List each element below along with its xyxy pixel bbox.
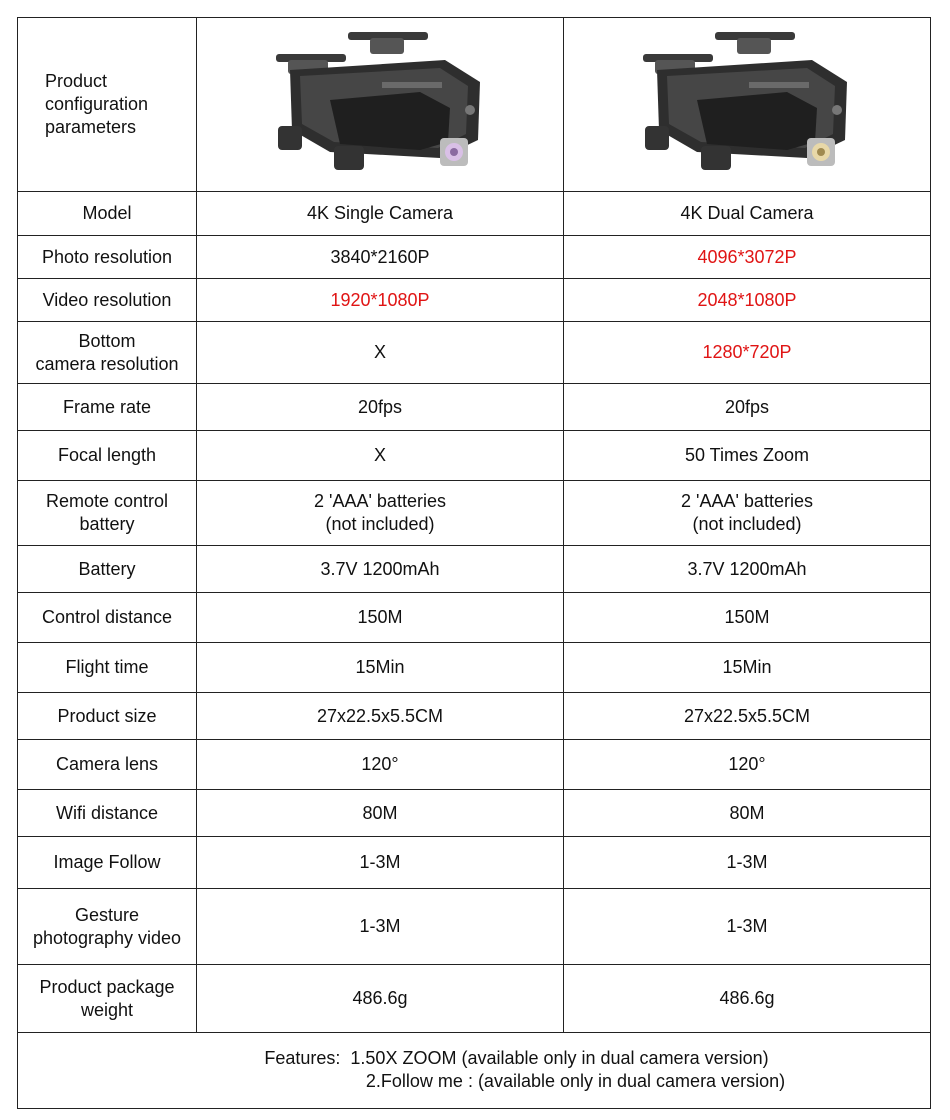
row-label-line: photography video (32, 927, 182, 948)
single-value: 27x22.5x5.5CM (197, 693, 564, 740)
single-value: 1-3M (197, 837, 564, 889)
row-label: Frame rate (18, 384, 197, 431)
header-label-cell (18, 18, 197, 192)
row-wifi-distance (18, 790, 931, 837)
row-label: Product size (18, 693, 197, 740)
dual-value: 80M (564, 790, 931, 837)
row-label (18, 889, 197, 965)
row-label: Battery (18, 546, 197, 593)
row-label: Wifi distance (18, 790, 197, 837)
dual-value: 27x22.5x5.5CM (564, 693, 931, 740)
dual-value: 50 Times Zoom (564, 431, 931, 481)
single-value: 20fps (197, 384, 564, 431)
single-value: 1-3M (197, 889, 564, 965)
dual-value: 20fps (564, 384, 931, 431)
dual-camera-image-cell (564, 18, 931, 192)
single-value: 150M (197, 593, 564, 643)
row-focal-length (18, 431, 931, 481)
dual-value: 3.7V 1200mAh (564, 546, 931, 593)
row-frame-rate (18, 384, 931, 431)
row-label: Camera lens (18, 740, 197, 790)
header-label-line: Product (45, 71, 108, 91)
row-product-size (18, 693, 931, 740)
dual-value: 2048*1080P (564, 279, 931, 322)
row-remote-control-battery (18, 481, 931, 546)
single-value (197, 481, 564, 546)
header-label-line: configuration (45, 94, 149, 114)
dual-value: 120° (564, 740, 931, 790)
dual-value: 1-3M (564, 837, 931, 889)
row-gesture-photography-video (18, 889, 931, 965)
row-battery (18, 546, 931, 593)
row-label: Control distance (18, 593, 197, 643)
features-row (18, 1033, 931, 1109)
single-value: 4K Single Camera (197, 192, 564, 236)
dual-value: 1280*720P (564, 322, 931, 384)
row-camera-lens (18, 740, 931, 790)
row-label-line: Gesture (74, 904, 140, 925)
row-label-line: Remote control (45, 491, 169, 511)
single-value-line: (not included) (325, 514, 435, 534)
single-value: X (197, 322, 564, 384)
single-value: 120° (197, 740, 564, 790)
row-photo-resolution (18, 236, 931, 279)
single-value: 1920*1080P (197, 279, 564, 322)
dual-value: 4096*3072P (564, 236, 931, 279)
row-label: Flight time (18, 643, 197, 693)
single-value-line: 2 'AAA' batteries (314, 491, 446, 511)
row-label: Photo resolution (18, 236, 197, 279)
dual-value: 15Min (564, 643, 931, 693)
dual-value-line: 2 'AAA' batteries (681, 491, 813, 511)
row-model (18, 192, 931, 236)
row-video-resolution (18, 279, 931, 322)
row-label (18, 481, 197, 546)
row-label (18, 965, 197, 1033)
row-label-line: camera resolution (35, 353, 179, 374)
row-label-line: weight (80, 999, 134, 1020)
row-label-line: Product package (39, 976, 175, 997)
row-label: Video resolution (18, 279, 197, 322)
spec-table (17, 17, 931, 1109)
row-label: Model (18, 192, 197, 236)
single-value: X (197, 431, 564, 481)
single-value: 80M (197, 790, 564, 837)
row-product-package-weight (18, 965, 931, 1033)
dual-value-line: (not included) (692, 514, 802, 534)
single-value: 3.7V 1200mAh (197, 546, 564, 593)
dual-value: 1-3M (564, 889, 931, 965)
features-line: 2.Follow me : (available only in dual camera version) (365, 1070, 786, 1091)
dual-value: 486.6g (564, 965, 931, 1033)
dual-value: 150M (564, 593, 931, 643)
row-label-line: battery (79, 514, 135, 534)
dual-value (564, 481, 931, 546)
row-flight-time (18, 643, 931, 693)
row-label (18, 322, 197, 384)
single-value: 3840*2160P (197, 236, 564, 279)
drone-single-camera-image (270, 30, 490, 180)
single-value: 15Min (197, 643, 564, 693)
header-label-line: parameters (45, 117, 137, 137)
row-label-line: Bottom (78, 330, 136, 351)
features-line: Features: 1.50X ZOOM (available only in dual camera version) (264, 1047, 769, 1068)
single-camera-image-cell (197, 18, 564, 192)
features-cell (18, 1033, 931, 1109)
row-control-distance (18, 593, 931, 643)
row-label: Image Follow (18, 837, 197, 889)
drone-dual-camera-image (637, 30, 857, 180)
single-value: 486.6g (197, 965, 564, 1033)
header-row (18, 18, 931, 192)
row-label: Focal length (18, 431, 197, 481)
row-bottom-camera-resolution (18, 322, 931, 384)
row-image-follow (18, 837, 931, 889)
dual-value: 4K Dual Camera (564, 192, 931, 236)
